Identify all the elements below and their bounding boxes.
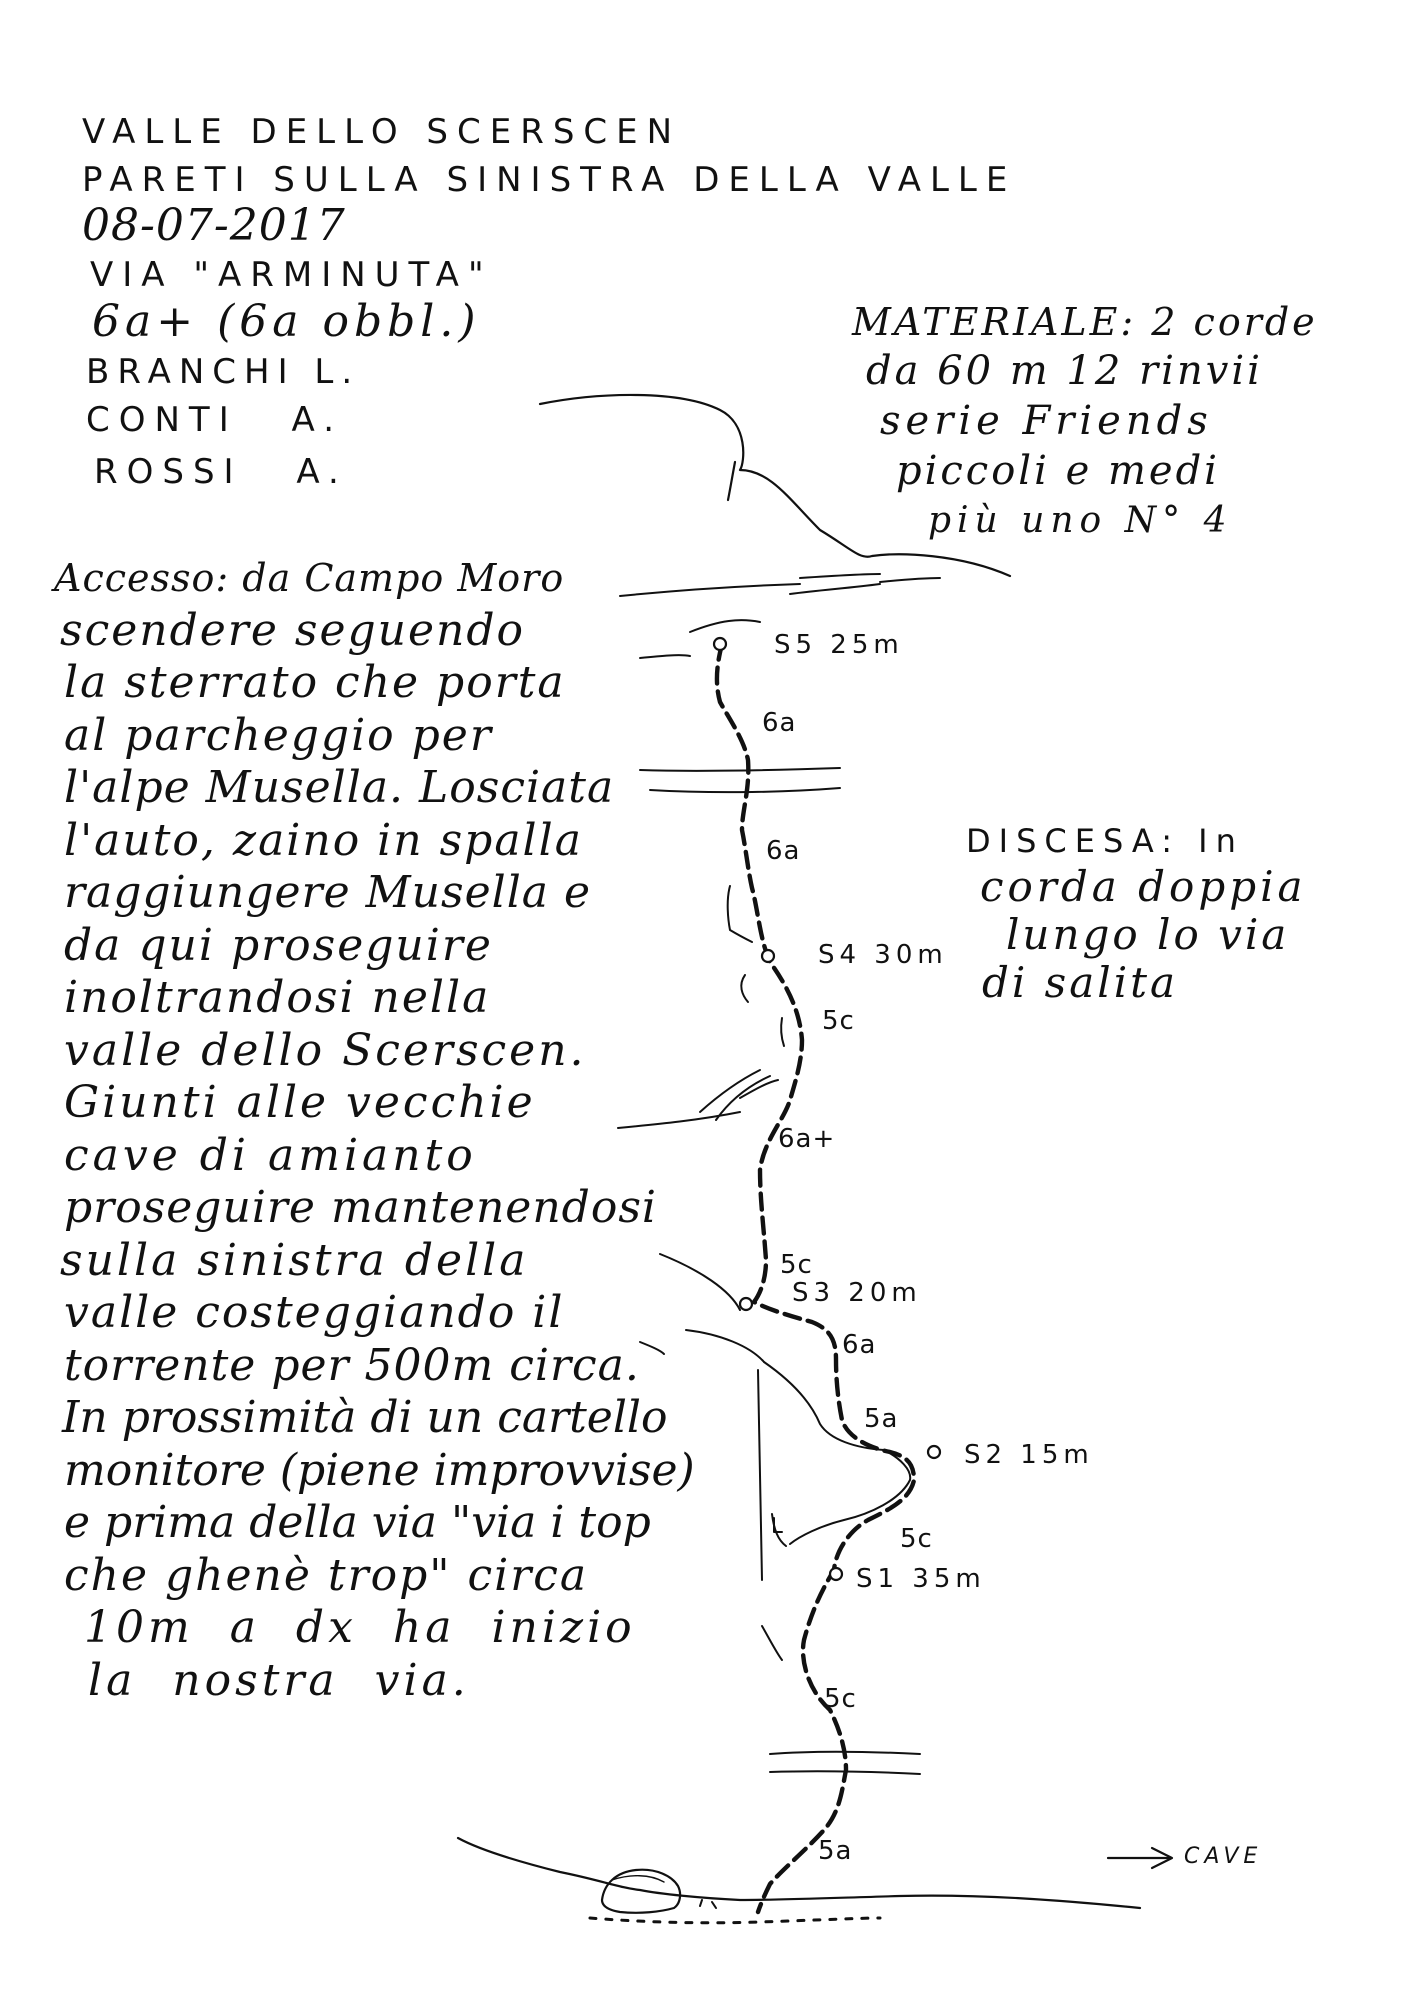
approach-line: la sterrato che porta: [64, 657, 566, 708]
wall-name: PARETI SULLA SINISTRA DELLA VALLE: [82, 160, 1017, 200]
ledge-line: [640, 1342, 664, 1354]
belay-station-s4: [762, 950, 774, 962]
belay-station-s3: [740, 1298, 752, 1310]
cave-label: CAVE: [1184, 1844, 1263, 1869]
belay-station-s5: [714, 638, 726, 650]
climb-date: 08-07-2017: [82, 200, 346, 251]
approach-line: da qui proseguire: [64, 919, 493, 971]
pitch-grade: 6a: [766, 836, 801, 866]
approach-line: valle dello Scerscen.: [64, 1024, 587, 1076]
climber-1: BRANCHI L.: [86, 352, 361, 392]
belay-station-s2: [928, 1446, 940, 1458]
approach-line: e prima della via "via i top: [64, 1497, 651, 1548]
ledge-line: [716, 1076, 770, 1120]
belay-label-s5: S5 25m: [774, 630, 904, 660]
ledge-line: [686, 1330, 764, 1362]
descent-line-4: di salita: [982, 958, 1179, 1007]
gear-line-4: piccoli e medi: [896, 448, 1220, 494]
approach-line: cave di amianto: [64, 1129, 477, 1181]
pitch-grade: 6a: [842, 1330, 877, 1360]
wall-line: [762, 1626, 782, 1660]
ledge-line: [618, 1112, 740, 1128]
ledge-line: [790, 578, 940, 594]
approach-line: raggiungere Musella e: [64, 867, 592, 918]
approach-line: l'auto, zaino in spalla: [64, 814, 583, 866]
pitch-grade: 5c: [822, 1006, 855, 1036]
belay-label-s4: S4 30m: [818, 940, 948, 970]
skyline-line: [540, 395, 1010, 576]
ground-line: [458, 1838, 1140, 1908]
route-grade: 6a+ (6a obbl.): [92, 296, 481, 347]
descent-line-3: lungo lo via: [1006, 910, 1290, 959]
side-mark: [700, 1900, 716, 1908]
pitch-grade: 6a: [762, 708, 797, 738]
belay-label-s3: S3 20m: [792, 1278, 922, 1308]
route-name: VIA "ARMINUTA": [90, 255, 493, 295]
ledge-line: [640, 768, 840, 771]
ledge-line: [660, 1254, 740, 1310]
streambed-line: [590, 1918, 880, 1923]
pitch-grade: 6a+: [778, 1124, 836, 1154]
approach-line: inoltrandosi nella: [64, 972, 491, 1023]
climber-2: CONTI A.: [86, 400, 344, 440]
ledge-line: [620, 584, 800, 596]
gear-line-3: serie Friends: [880, 398, 1213, 444]
approach-line: 10m a dx ha inizio: [84, 1602, 636, 1653]
descent-line-1: DISCESA: In: [966, 822, 1244, 860]
ledge-line: [690, 620, 760, 632]
skyline-line: [728, 462, 735, 500]
descent-line-2: corda doppia: [980, 862, 1307, 911]
pitch-grade: 5c: [824, 1684, 857, 1714]
crack-line: [741, 975, 748, 1002]
climber-3: ROSSI A.: [94, 452, 348, 492]
approach-line: che ghenè trop" circa: [64, 1549, 589, 1601]
gear-line-1: MATERIALE: 2 corde: [852, 300, 1318, 344]
pitch-grade: 5c: [900, 1524, 933, 1554]
approach-line: la nostra via.: [88, 1654, 470, 1706]
approach-line: al parcheggio per: [64, 709, 493, 761]
approach-line: proseguire mantenendosi: [64, 1182, 657, 1233]
approach-line: Accesso: da Campo Moro: [54, 556, 565, 600]
belay-station-s1: [830, 1568, 842, 1580]
wall-line: [758, 1370, 762, 1580]
approach-line: torrente per 500m circa.: [64, 1339, 640, 1391]
approach-line: monitore (piene improvvise): [64, 1444, 695, 1496]
approach-line: sulla sinistra della: [60, 1234, 529, 1286]
crack-line: [728, 886, 752, 942]
crack-line: [781, 1018, 784, 1046]
boulder-shape: [612, 1876, 664, 1882]
approach-line: valle costeggiando il: [64, 1287, 565, 1338]
ledge-line: [640, 655, 690, 658]
gear-line-5: più uno N° 4: [928, 500, 1233, 541]
gear-line-2: da 60 m 12 rinvii: [866, 348, 1263, 394]
approach-line: scendere seguendo: [60, 604, 526, 656]
approach-line: In prossimità di un cartello: [62, 1392, 668, 1443]
ledge-line: [800, 574, 880, 578]
approach-line: l'alpe Musella. Losciata: [64, 762, 615, 813]
belay-label-s1: S1 35m: [856, 1564, 986, 1594]
pitch-grade: 5c: [780, 1250, 813, 1280]
pitch-grade: 5a: [864, 1404, 899, 1434]
pitch-grade: 5a: [818, 1836, 853, 1866]
approach-line: Giunti alle vecchie: [64, 1077, 536, 1128]
valley-name: VALLE DELLO SCERSCEN: [82, 112, 682, 152]
belay-label-s2: S2 15m: [964, 1440, 1094, 1470]
